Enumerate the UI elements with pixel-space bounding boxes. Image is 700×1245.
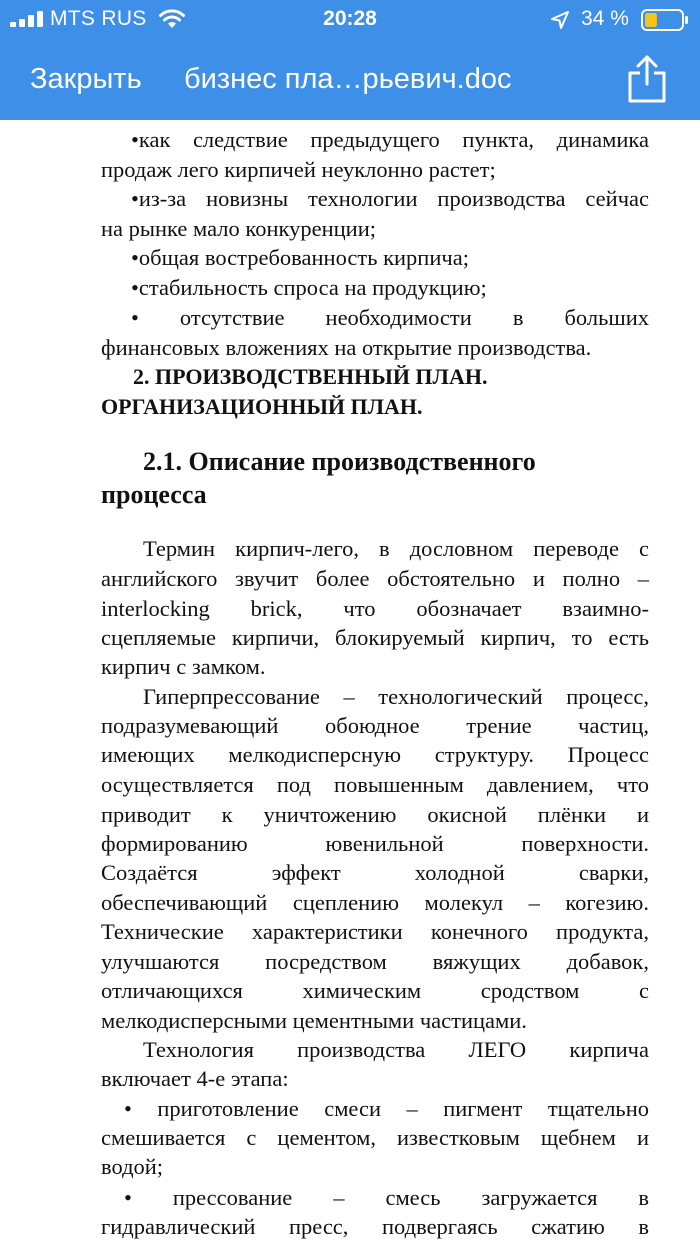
paragraph-line: включает 4-е этапа: bbox=[101, 1066, 289, 1091]
paragraph-line: Создаётся эффект холодной сварки, bbox=[101, 860, 649, 885]
subsection-heading: 2.1. Описание производственного bbox=[143, 447, 536, 476]
paragraph-line: мелкодисперсными цементными частицами. bbox=[101, 1008, 527, 1033]
paragraph-line: Гиперпрессование – технологический процесс, bbox=[143, 684, 649, 709]
list-item: • прессование – смесь загружается в bbox=[124, 1185, 649, 1210]
list-item-continuation: продаж лего кирпичей неуклонно растет; bbox=[101, 157, 496, 182]
subsection-heading: процесса bbox=[101, 480, 207, 509]
list-item-continuation: финансовых вложениях на открытие производства. bbox=[101, 335, 592, 360]
section-heading: 2. ПРОИЗВОДСТВЕННЫЙ ПЛАН. bbox=[133, 364, 488, 389]
close-button[interactable]: Закрыть bbox=[30, 63, 142, 95]
list-item: •стабильность спроса на продукцию; bbox=[131, 275, 487, 300]
paragraph-line: подразумевающий обоюдное трение частиц, bbox=[101, 713, 649, 738]
paragraph-line: кирпич с замком. bbox=[101, 654, 266, 679]
list-item-continuation: водой; bbox=[101, 1154, 164, 1179]
paragraph-line: имеющих мелкодисперсную структуру. Процесс bbox=[101, 742, 649, 767]
location-arrow-icon bbox=[550, 10, 570, 30]
paragraph-line: приводит к уничтожению окисной плёнки и bbox=[101, 802, 649, 827]
list-item: •как следствие предыдущего пункта, динамика bbox=[131, 127, 649, 152]
paragraph-line: Термин кирпич-лего, в дословном переводе с bbox=[143, 536, 649, 561]
navigation-bar bbox=[0, 40, 700, 120]
section-heading: ОРГАНИЗАЦИОННЫЙ ПЛАН. bbox=[101, 394, 423, 419]
status-time: 20:28 bbox=[323, 7, 377, 30]
document-title: бизнес пла…рьевич.doc bbox=[184, 63, 512, 95]
list-item: • отсутствие необходимости в больших bbox=[131, 305, 649, 330]
share-icon[interactable] bbox=[626, 54, 668, 104]
list-item: •общая востребованность кирпича; bbox=[131, 245, 469, 270]
carrier-name: MTS RUS bbox=[50, 7, 147, 30]
paragraph-line: английского звучит более обстоятельно и полно – bbox=[101, 566, 649, 591]
paragraph-line: осуществляется под повышенным давлением, что bbox=[101, 772, 649, 797]
battery-icon bbox=[641, 9, 689, 31]
status-bar bbox=[0, 0, 700, 40]
paragraph-line: отличающихся химическим сродством с bbox=[101, 978, 649, 1003]
paragraph-line: формированию ювенильной поверхности. bbox=[101, 831, 649, 856]
paragraph-line: сцепляемые кирпичи, блокируемый кирпич, то есть bbox=[101, 625, 649, 650]
paragraph-line: улучшаются посредством вяжущих добавок, bbox=[101, 949, 649, 974]
list-item-continuation: гидравлический пресс, подвергаясь сжатию в bbox=[101, 1214, 649, 1239]
paragraph-line: Технические характеристики конечного продукта, bbox=[101, 919, 649, 944]
paragraph-line: interlocking brick, что обозначает взаимно- bbox=[101, 596, 649, 621]
list-item: • приготовление смеси – пигмент тщательно bbox=[124, 1096, 649, 1121]
list-item-continuation: смешивается с цементом, известковым щебнем и bbox=[101, 1125, 649, 1150]
list-item: •из-за новизны технологии производства сейчас bbox=[131, 186, 649, 211]
paragraph-line: Технология производства ЛЕГО кирпича bbox=[143, 1037, 649, 1062]
list-item-continuation: на рынке мало конкуренции; bbox=[101, 216, 377, 241]
battery-percent: 34 % bbox=[581, 7, 629, 30]
paragraph-line: обеспечивающий сцеплению молекул – когезию. bbox=[101, 890, 649, 915]
top-bar bbox=[0, 0, 700, 120]
